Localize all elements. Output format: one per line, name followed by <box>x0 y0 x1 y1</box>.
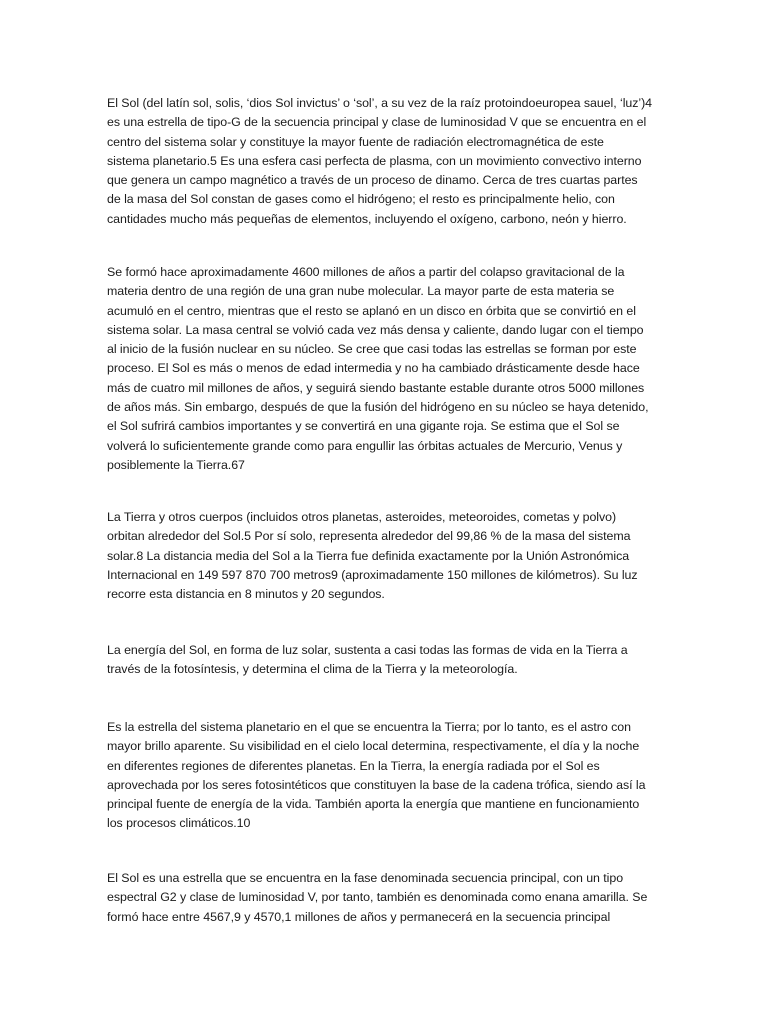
text-line: El Sol es una estrella que se encuentra en la fase denominada secuencia principal, con un tipo <box>107 871 624 885</box>
text-line: través de la fotosíntesis, y determina el clima de la Tierra y la meteorología. <box>107 662 518 677</box>
text-line: formó hace entre 4567,9 y 4570,1 millones de años y permanecerá en la secuencia principal <box>107 909 611 924</box>
paragraph-brightest-star <box>107 718 727 834</box>
text-line: sistema solar. La masa central se volvió cada vez más densa y caliente, dando lugar con el tiempo <box>107 322 644 337</box>
text-line: los procesos climáticos.10 <box>107 816 251 831</box>
text-line: solar.8 La distancia media del Sol a la Tierra fue definida exactamente por la Unión Astronómica <box>107 548 630 563</box>
text-line: principal fuente de energía de la vida. También aporta la energía que mantiene en funcionamiento <box>107 797 640 812</box>
text-line: Internacional en 149 597 870 700 metros9 (aproximadamente 150 millones de kilómetros). Su luz <box>107 567 638 582</box>
text-line: orbitan alrededor del Sol.5 Por sí solo, representa alrededor del 99,86 % de la masa del sistema <box>107 529 631 544</box>
text-line: más de cuatro mil millones de años, y seguirá siendo bastante estable durante otros 5000 millones <box>107 380 645 395</box>
text-line: Es la estrella del sistema planetario en el que se encuentra la Tierra; por lo tanto, es el astro con <box>107 720 631 734</box>
text-line: proceso. El Sol es más o menos de edad intermedia y no ha cambiado drásticamente desde hace <box>107 361 640 376</box>
text-line: sistema planetario.5 Es una esfera casi perfecta de plasma, con un movimiento convectivo interno <box>107 153 642 168</box>
text-line: de años más. Sin embargo, después de que la fusión del hidrógeno en su núcleo se haya detenido, <box>107 400 649 415</box>
text-line: al inicio de la fusión nuclear en su núcleo. Se cree que casi todas las estrellas se forman por este <box>107 342 637 357</box>
text-line: La energía del Sol, en forma de luz solar, sustenta a casi todas las formas de vida en la Tierra a <box>107 643 628 657</box>
text-line: cantidades mucho más pequeñas de elementos, incluyendo el oxígeno, carbono, neón y hierro. <box>107 211 627 226</box>
text-line: posiblemente la Tierra.67 <box>107 457 245 472</box>
text-line: centro del sistema solar y constituye la mayor fuente de radiación electromagnética de este <box>107 134 604 149</box>
paragraph-sun-definition <box>107 94 727 229</box>
text-line: es una estrella de tipo-G de la secuencia principal y clase de luminosidad V que se encuentra en el <box>107 115 647 130</box>
text-line: recorre esta distancia en 8 minutos y 20 segundos. <box>107 587 385 602</box>
text-line: el Sol sufrirá cambios importantes y se convertirá en una gigante roja. Se estima que el Sol se <box>107 419 620 434</box>
text-line: La Tierra y otros cuerpos (incluidos otros planetas, asteroides, meteoroides, cometas y polvo) <box>107 510 617 524</box>
paragraph-solar-system-bodies <box>107 508 727 604</box>
text-line: volverá lo suficientemente grande como para engullir las órbitas actuales de Mercurio, Venus y <box>107 438 623 453</box>
text-line: que genera un campo magnético a través de un proceso de dinamo. Cerca de tres cuartas partes <box>107 173 638 188</box>
text-line: espectral G2 y clase de luminosidad V, por tanto, también es denominada como enana amarilla. Se <box>107 890 648 905</box>
paragraph-main-sequence <box>107 869 727 927</box>
text-line: materia dentro de una región de una gran nube molecular. La mayor parte de esta materia se <box>107 284 615 299</box>
paragraph-sun-formation <box>107 263 727 475</box>
paragraph-solar-energy <box>107 641 727 680</box>
text-line: de la masa del Sol constan de gases como el hidrógeno; el resto es principalmente helio, con <box>107 192 615 207</box>
text-line: en diferentes regiones de diferentes planetas. En la Tierra, la energía radiada por el Sol es <box>107 758 600 773</box>
text-line: mayor brillo aparente. Su visibilidad en el cielo local determina, respectivamente, el día y la noche <box>107 739 640 754</box>
text-line: Se formó hace aproximadamente 4600 millones de años a partir del colapso gravitacional de la <box>107 265 625 279</box>
text-line: aprovechada por los seres fotosintéticos que constituyen la base de la cadena trófica, siendo así la <box>107 777 646 792</box>
text-line: El Sol (del latín sol, solis, ‘dios Sol invictus’ o ‘sol’, a su vez de la raíz protoindoeuropea sauel, ‘luz’)4 <box>107 96 653 110</box>
text-line: acumuló en el centro, mientras que el resto se aplanó en un disco en órbita que se convirtió en el <box>107 303 636 318</box>
